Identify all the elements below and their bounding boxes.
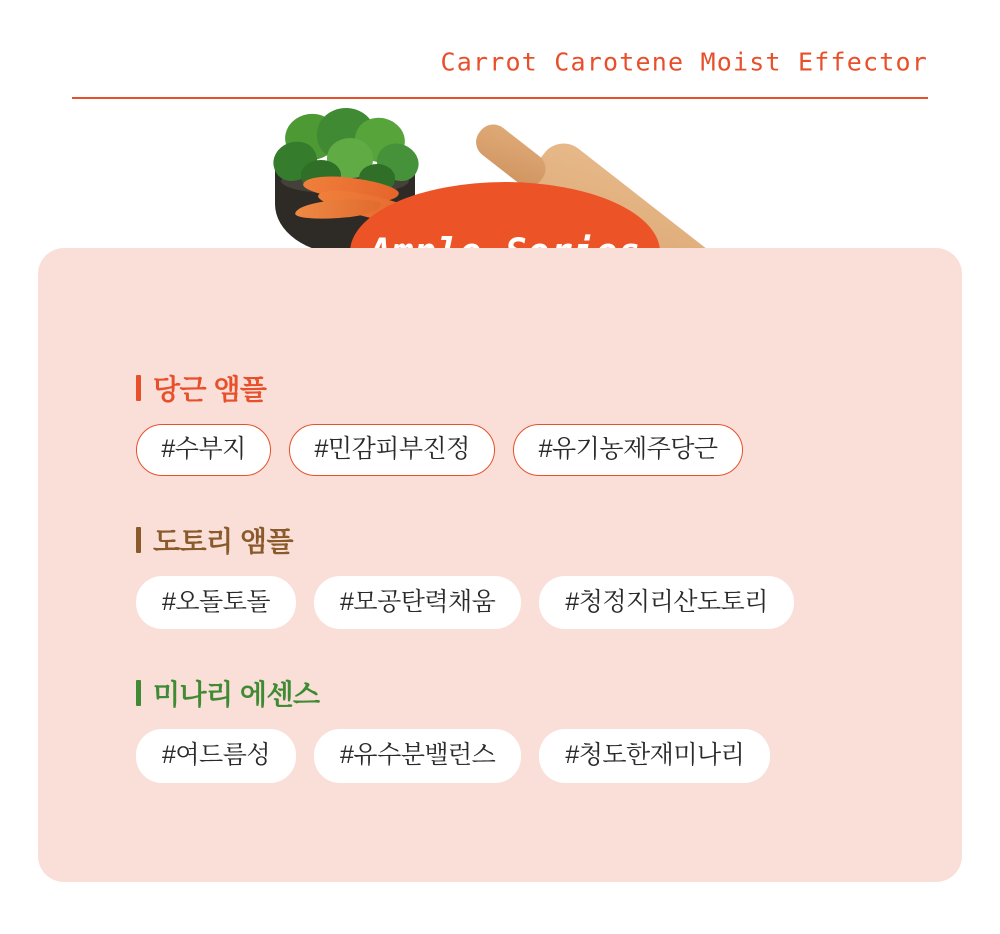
tag-row bbox=[136, 424, 916, 476]
product-group-title bbox=[136, 673, 916, 713]
product-group bbox=[136, 368, 916, 476]
product-group-title bbox=[136, 368, 916, 408]
product-group-title-label: 미나리 에센스 bbox=[153, 679, 320, 711]
product-group-title-label: 당근 앰플 bbox=[153, 374, 267, 405]
hashtag-chip[interactable]: #오돌토돌 bbox=[136, 576, 296, 629]
hashtag-chip[interactable]: #유기농제주당근 bbox=[513, 424, 743, 476]
product-group bbox=[136, 673, 916, 782]
hashtag-chip[interactable]: #유수분밸런스 bbox=[314, 729, 521, 782]
hashtag-chip[interactable]: #민감피부진정 bbox=[289, 424, 495, 476]
product-group bbox=[136, 520, 916, 629]
header-divider bbox=[72, 97, 928, 99]
hashtag-chip[interactable]: #청정지리산도토리 bbox=[539, 576, 794, 629]
group-accent-bar bbox=[136, 527, 141, 553]
page-header bbox=[0, 0, 1000, 110]
hashtag-chip[interactable]: #청도한재미나리 bbox=[539, 729, 770, 782]
hashtag-chip[interactable]: #수부지 bbox=[136, 424, 271, 476]
group-accent-bar bbox=[136, 375, 141, 401]
hashtag-chip[interactable]: #여드름성 bbox=[136, 729, 296, 782]
group-accent-bar bbox=[136, 680, 141, 706]
product-groups-list bbox=[136, 368, 916, 783]
product-groups-card bbox=[38, 248, 962, 882]
product-group-title bbox=[136, 520, 916, 560]
page-title: Carrot Carotene Moist Effector bbox=[440, 47, 928, 77]
hashtag-chip[interactable]: #모공탄력채움 bbox=[314, 576, 521, 629]
product-group-title-label: 도토리 앰플 bbox=[153, 526, 294, 558]
tag-row bbox=[136, 576, 916, 629]
tag-row bbox=[136, 729, 916, 782]
